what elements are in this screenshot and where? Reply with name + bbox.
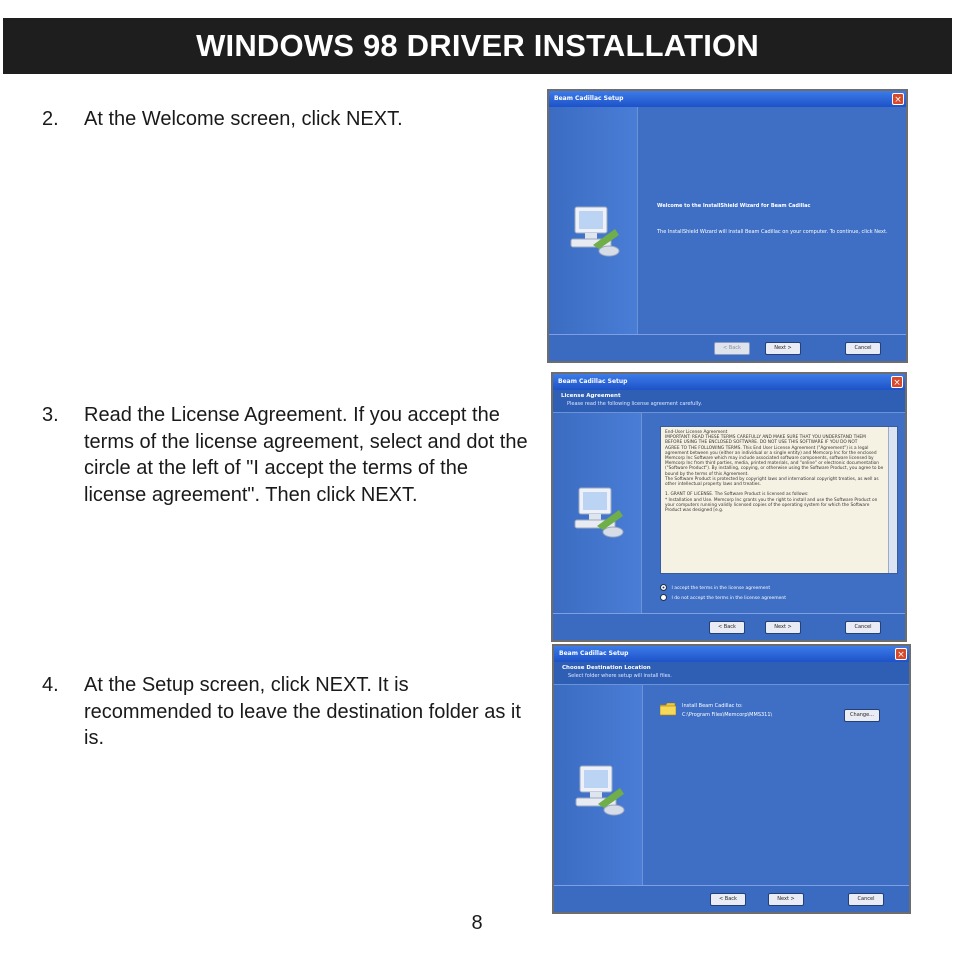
dialog-header (553, 390, 905, 413)
page-title: WINDOWS 98 DRIVER INSTALLATION (3, 18, 952, 74)
header-title: Choose Destination Location (562, 665, 651, 671)
step-text: At the Setup screen, click NEXT. It is recommended to leave the destination folder as it is. (84, 674, 521, 749)
welcome-screenshot (547, 89, 908, 363)
step-number: 2. (42, 108, 59, 130)
back-button[interactable]: < Back (714, 342, 750, 355)
dialog-caption: Beam Cadillac Setup (549, 91, 906, 107)
header-subtitle: Select folder where setup will install files. (568, 673, 672, 679)
next-button[interactable]: Next > (765, 621, 801, 634)
computer-icon (568, 760, 628, 820)
back-button[interactable]: < Back (710, 893, 746, 906)
radio-icon (660, 594, 667, 601)
step-text: At the Welcome screen, click NEXT. (84, 108, 403, 130)
welcome-heading: Welcome to the InstallShield Wizard for Beam Cadillac (657, 203, 811, 209)
dialog-footer (549, 334, 906, 361)
computer-icon (567, 482, 627, 542)
close-icon[interactable]: × (892, 93, 904, 105)
decline-radio[interactable] (660, 594, 786, 601)
dialog-header (554, 662, 909, 685)
step-number: 3. (42, 404, 59, 426)
welcome-message: The InstallShield Wizard will install Beam Cadillac on your computer. To continue, click Next. (657, 229, 888, 235)
next-button[interactable]: Next > (768, 893, 804, 906)
dialog-caption: Beam Cadillac Setup (554, 646, 909, 662)
license-screenshot (551, 372, 907, 642)
cancel-button[interactable]: Cancel (845, 621, 881, 634)
decline-label: I do not accept the terms in the license agreement (671, 596, 786, 601)
cancel-button[interactable]: Cancel (848, 893, 884, 906)
license-text: End-User License Agreement IMPORTANT: READ THESE TERMS CAREFULLY AND MAKE SURE THAT YOU UNDERSTAND THEM BEFORE USING THE ENCLOSED SOFTWARE. DO NOT USE THIS SOFTWARE IF YOU DO NOT AGREE TO THE FOLLOWING TERMS. This End User License Agreement ("Agreement") is a legal agreement between you (either an individual or a single entity) and Memcorp Inc for the enclosed Memcorp Inc Software which may include associated software components, software licensed by Memcorp Inc from third parties, media, printed materials, and "online" or electronic documentation ("Software Product"). By installing, copying, or otherwise using the Software Product, you agree to be bound by the terms of this Agreement. The Software Product is protected by copyright laws and international copyright treaties, as well as other intellectual property laws and treaties. 1. GRANT OF LICENSE. The Software Product is licensed as follows: * Installation and Use. Memcorp Inc grants you the right to install and use the Software Product on your computers running validly licensed copies of the operating system for which the Software Product was designed [e.g. (665, 430, 884, 514)
close-icon[interactable]: × (891, 376, 903, 388)
header-subtitle: Please read the following license agreement carefully. (567, 401, 702, 407)
dialog-footer (554, 885, 909, 912)
destination-path: C:\Program Files\Memcorp\MMS311\ (682, 712, 773, 718)
step-2 (42, 106, 532, 133)
step-4 (42, 672, 532, 752)
cancel-button[interactable]: Cancel (845, 342, 881, 355)
folder-icon (660, 703, 676, 716)
step-number: 4. (42, 674, 59, 696)
step-text: Read the License Agreement. If you accept the terms of the license agreement, select and dot the circle at the left of "I accept the terms of the license agreement". Then click NEXT. (84, 404, 528, 506)
license-text-box[interactable] (660, 426, 898, 574)
step-3 (42, 402, 532, 508)
close-icon[interactable]: × (895, 648, 907, 660)
header-title: License Agreement (561, 393, 621, 399)
accept-radio[interactable] (660, 584, 770, 591)
accept-label: I accept the terms in the license agreement (671, 586, 771, 591)
dialog-caption: Beam Cadillac Setup (553, 374, 905, 390)
scrollbar[interactable] (888, 427, 897, 573)
computer-icon (563, 201, 623, 261)
page-number: 8 (471, 912, 483, 934)
next-button[interactable]: Next > (765, 342, 801, 355)
destination-screenshot (552, 644, 911, 914)
dialog-footer (553, 613, 905, 640)
install-label: Install Beam Cadillac to: (682, 703, 743, 709)
radio-selected-icon (660, 584, 667, 591)
back-button[interactable]: < Back (709, 621, 745, 634)
change-button[interactable]: Change... (844, 709, 880, 722)
